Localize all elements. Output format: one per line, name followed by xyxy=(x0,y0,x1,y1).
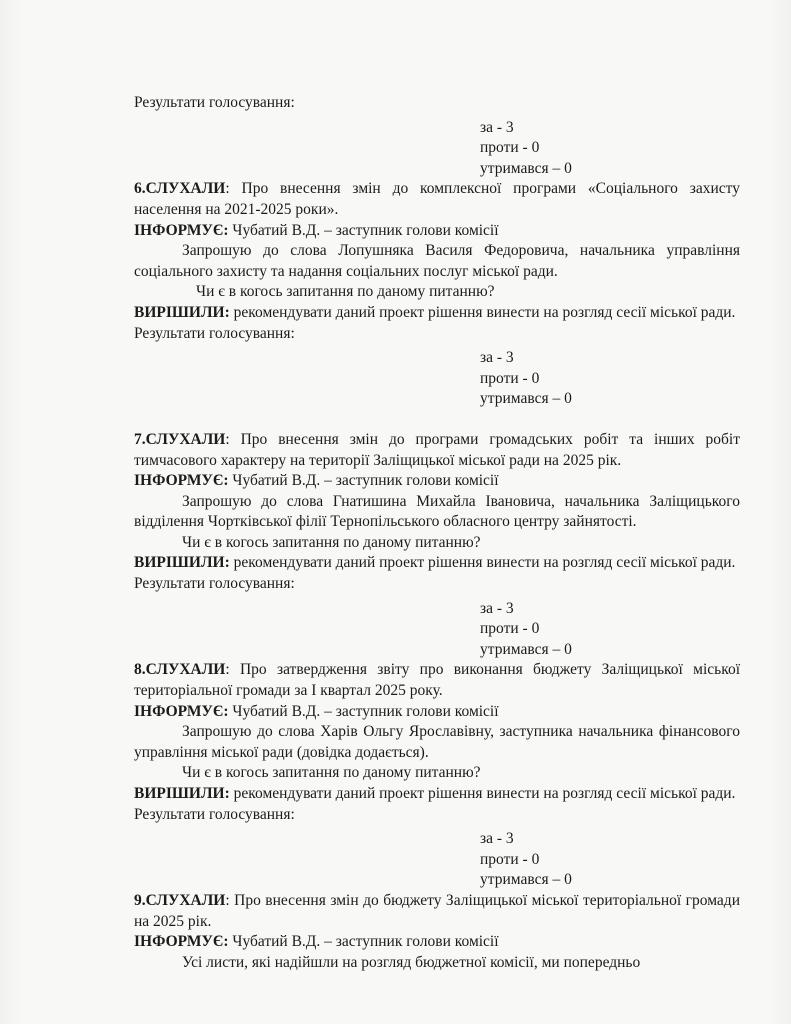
item-heard xyxy=(134,891,740,932)
vote-abstained: утримався – 0 xyxy=(480,871,572,889)
invite-paragraph: Запрошую до слова Гнатишина Михайла Івановича, начальника Заліщицького відділення Чортківської філії Тернопільського обласного центру зайнятості. xyxy=(134,492,740,531)
informs-label: ІНФОРМУЄ: xyxy=(134,472,229,490)
decided-label: ВИРІШИЛИ: xyxy=(134,785,230,802)
item-informs xyxy=(134,221,740,242)
heard-label: 6.СЛУХАЛИ xyxy=(134,180,226,198)
decided-text: рекомендувати даний проект рішення винести на розгляд сесії міської ради. xyxy=(229,785,736,802)
question-paragraph: Чи є в когось запитання по даному питанню? xyxy=(182,764,481,782)
heard-label: 7.СЛУХАЛИ xyxy=(134,430,226,448)
item-informs xyxy=(134,702,740,723)
results-label: Результати голосування: xyxy=(134,575,295,593)
vote-abstained: утримався – 0 xyxy=(480,390,572,408)
informs-label: ІНФОРМУЄ: xyxy=(134,933,229,951)
item-heard xyxy=(134,660,740,701)
informs-label: ІНФОРМУЄ: xyxy=(134,221,229,239)
heard-label: 9.СЛУХАЛИ xyxy=(134,891,226,909)
item-informs xyxy=(134,932,740,953)
item-informs xyxy=(134,471,740,492)
vote-against: проти - 0 xyxy=(480,369,540,387)
vote-for: за - 3 xyxy=(480,599,514,617)
vote-for: за - 3 xyxy=(480,118,514,136)
heard-text: : Про внесення змін до бюджету Заліщицької міської територіальної громади на 2025 рік. xyxy=(134,891,740,930)
decision-paragraph xyxy=(134,784,740,805)
decision-paragraph xyxy=(134,303,740,324)
vote-against: проти - 0 xyxy=(480,620,540,638)
informs-text: Чубатий В.Д. – заступник голови комісії xyxy=(228,933,499,951)
vote-for: за - 3 xyxy=(480,830,514,848)
vote-abstained: утримався – 0 xyxy=(480,159,572,177)
informs-label: ІНФОРМУЄ: xyxy=(134,702,229,720)
question-paragraph: Чи є в когось запитання по даному питанню? xyxy=(182,533,481,551)
invite-paragraph: Запрошую до слова Лопушняка Василя Федоровича, начальника управління соціального захисту та надання соціальних послуг міської ради. xyxy=(134,242,740,280)
invite-paragraph: Запрошую до слова Харів Ольгу Ярославівну, заступника начальника фінансового управління міської ради (довідка додається). xyxy=(134,723,740,761)
results-label: Результати голосування: xyxy=(134,324,295,342)
results-label: Результати голосування: xyxy=(134,805,295,823)
item-heard xyxy=(134,179,740,220)
results-label: Результати голосування: xyxy=(134,94,295,111)
informs-text: Чубатий В.Д. – заступник голови комісії xyxy=(228,472,499,490)
informs-text: Чубатий В.Д. – заступник голови комісії xyxy=(228,221,499,239)
vote-against: проти - 0 xyxy=(480,139,540,157)
decision-paragraph xyxy=(134,553,740,574)
item-heard xyxy=(134,430,740,471)
vote-for: за - 3 xyxy=(480,349,514,367)
decided-text: рекомендувати даний проект рішення винести на розгляд сесії міської ради. xyxy=(229,554,736,572)
vote-against: проти - 0 xyxy=(480,850,540,868)
heard-text: : Про внесення змін до програми громадських робіт та інших робіт тимчасового характеру на території Заліщицької міської ради на 2025 рік. xyxy=(134,430,740,469)
document-body xyxy=(134,93,740,973)
informs-text: Чубатий В.Д. – заступник голови комісії xyxy=(228,702,499,720)
vote-abstained: утримався – 0 xyxy=(480,640,572,658)
question-paragraph: Чи є в когось запитання по даному питанню? xyxy=(196,283,495,301)
heard-text: : Про внесення змін до комплексної програми «Соціального захисту населення на 2021-2025 роки». xyxy=(134,180,740,218)
body-paragraph: Усі листи, які надійшли на розгляд бюджетної комісії, ми попередньо xyxy=(182,953,641,971)
decided-label: ВИРІШИЛИ: xyxy=(134,554,230,572)
heard-label: 8.СЛУХАЛИ xyxy=(134,661,226,679)
decided-text: рекомендувати даний проект рішення винести на розгляд сесії міської ради. xyxy=(229,303,736,321)
heard-text: : Про затвердження звіту про виконання бюджету Заліщицької міської територіальної громади за І квартал 2025 року. xyxy=(134,661,740,700)
decided-label: ВИРІШИЛИ: xyxy=(134,303,230,321)
